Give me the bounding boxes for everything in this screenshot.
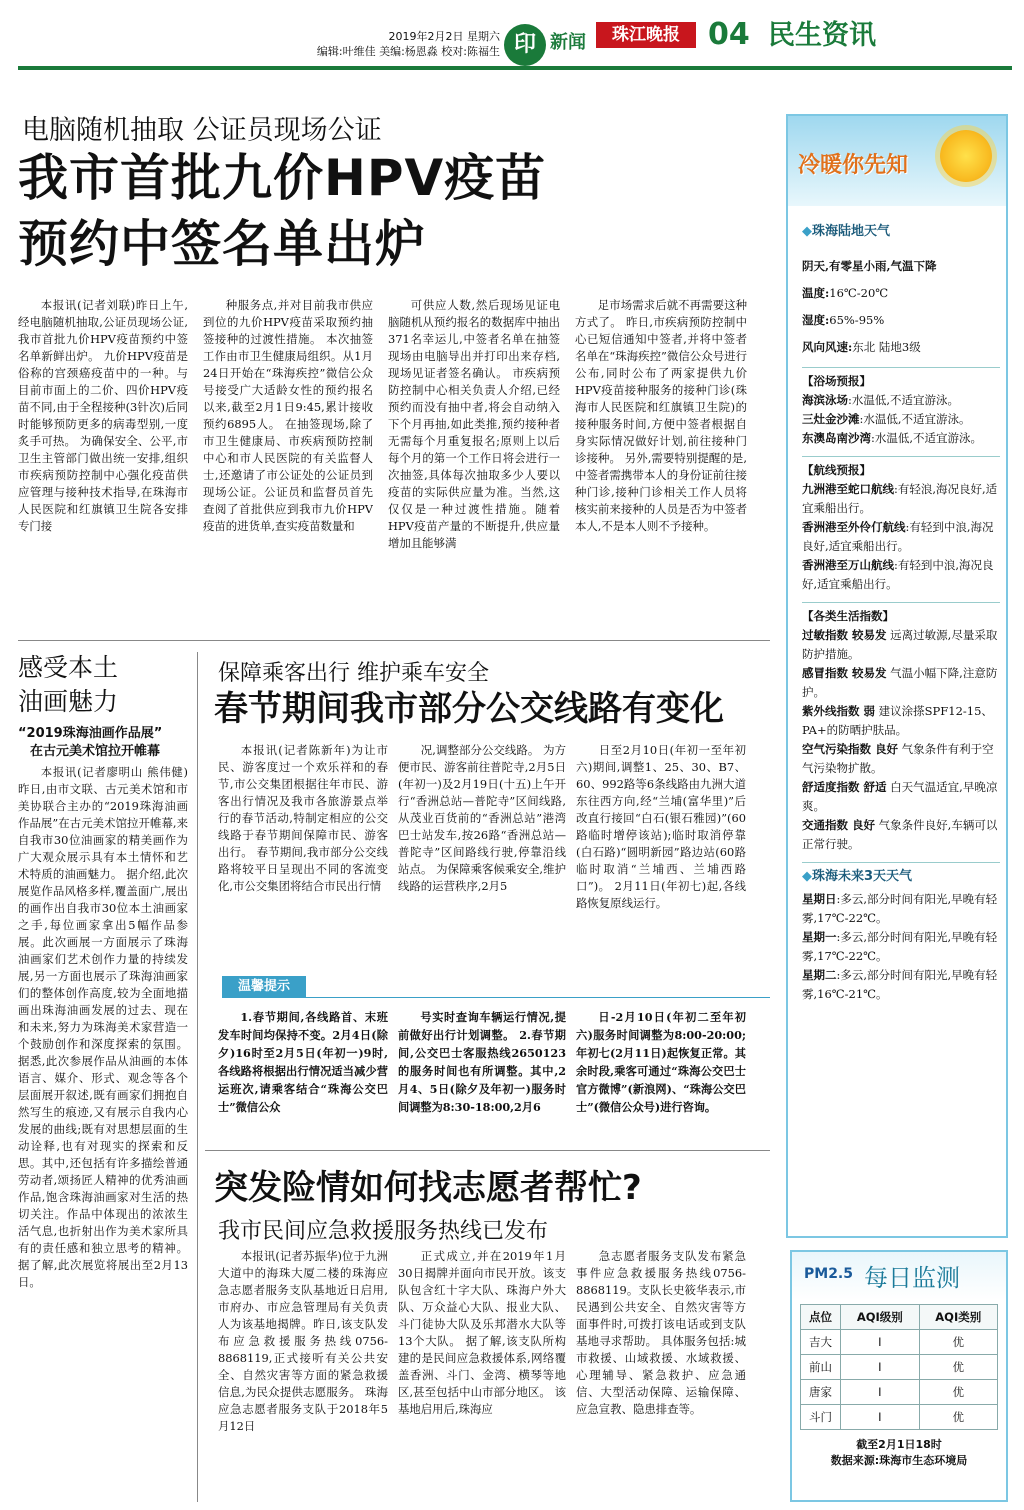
pm25-header: 点位: [801, 1305, 841, 1330]
table-row: 吉大 Ⅰ 优: [801, 1330, 998, 1355]
future-item: 星期二:多云,部分时间有阳光,早晚有轻雾,16℃-21℃。: [802, 968, 998, 1001]
tip-col1: 1.春节期间,各线路首、末班发车时间均保持不变。2月4日(除夕)16时至2月5日(年初一)9时,各线路将根据出行情况适当减少营运班次,请乘客结合“珠海公交巴士”微信公众: [218, 1010, 388, 1114]
article3-col3: 日至2月10日(年初一至年初六)期间,调整1、25、30、B7、60、992路等6条线路由九洲大道东往西方向,经“兰埔(富华里)”后改直行接回“白石(银石雅园)”(60路临时增停该站);临时取消停靠(白石路)“圆明新园”路边站(60路临时取消“兰埔西、兰埔西路口”)。 2月11日(年初七)起,各线路恢复原线运行。: [576, 743, 746, 910]
humidity: 湿度:65%-95%: [802, 313, 885, 327]
index-item: 过敏指数 较易发 远离过敏源,尽量采取防护措施。: [802, 628, 998, 661]
article1-title-line2: 预约中签名单出炉: [18, 215, 426, 273]
future-weather-title: ◆珠海未来3天天气: [802, 869, 913, 884]
pm25-table: [800, 1304, 998, 1430]
article1-title-line1: 我市首批九价HPV疫苗: [18, 149, 547, 207]
beach-item: 三灶金沙滩:水温低,不适宜游泳。: [802, 412, 971, 426]
article2-title-line1: 感受本土: [18, 653, 119, 682]
temperature: 温度:16℃-20℃: [802, 286, 889, 300]
issue-date: 2019年2月2日 星期六: [388, 30, 500, 43]
editor-credits: 编辑:叶维佳 美编:杨恩淼 校对:陈福生: [316, 45, 500, 58]
article4-col2: 正式成立,并在2019年1月30日揭牌并面向市民开放。该支队包含红十字大队、珠海户外大队、万众益心大队、报业大队、斗门徒协大队及乐邦潜水大队等13个大队。 据了解,该支队所构建的是民间应急救援体系,网络覆盖香洲、斗门、金湾、横琴等地区,甚至包括中山市部分地区。 该基地启用后,珠海应: [398, 1249, 566, 1416]
pm25-header: AQI级别: [841, 1305, 919, 1330]
article3-col2: 况,调整部分公交线路。 为方便市民、游客前往普陀寺,2月5日(年初一)及2月19日(十五)上午开行“香洲总站—普陀寺”区间线路,从茂业百货前的“香洲总站”港湾巴士站发车,按26路“香洲总站—普陀寺”区间路线行驶,停靠沿线站点。 为保障乘客候乘安全,维护线路的运营秩序,2月5: [398, 743, 566, 893]
beach-item: 海滨泳场:水温低,不适宜游泳。: [802, 393, 960, 407]
pm25-panel: [790, 1250, 1008, 1502]
wind: 风向风速:东北 陆地3级: [802, 340, 921, 354]
divider: [205, 1150, 770, 1151]
article2-sub-line2: 在古元美术馆拉开帷幕: [30, 744, 161, 759]
article4-col1: 本报讯(记者苏振华)位于九洲大道中的海珠大厦二楼的珠海应急志愿者服务支队基地近日启用,市府办、市应急管理局有关负责人为该基地揭牌。昨日,该支队发布应急救援服务热线0756-8868119,正式接听有关公共安全、自然灾害等方面的紧急救援信息,为民众提供志愿服务。 珠海应急志愿者服务支队于2018年5月12日: [218, 1249, 388, 1433]
ferry-title: 【航线预报】: [802, 463, 871, 477]
table-row: 前山 Ⅰ 优: [801, 1355, 998, 1380]
sun-icon: [940, 130, 992, 182]
article1-kicker: 电脑随机抽取 公证员现场公证: [22, 115, 382, 146]
article4-subtitle: 我市民间应急救援服务热线已发布: [218, 1219, 549, 1244]
article1-col4: 足市场需求后就不再需要这种方式了。 昨日,市疾病预防控制中心已短信通知中签者,并将中签者名单在“珠海疾控”微信公众号进行公布,同时公布了两家提供九价HPV疫苗接种服务的接种门诊(珠海市人民医院和红旗镇卫生院)的接种服务时间,方便中签者根据自身实际情况做好计划,前往接种门诊接种。 另外,需要特别提醒的是,中签者需携带本人的身份证前往接种门诊,接种门诊相关工作人员将核实前来接种的人员是否为中签者本人,不是本人则不予接种。: [575, 298, 747, 533]
page-number: 04: [708, 17, 750, 52]
tip-label: 温馨提示: [222, 976, 306, 998]
diamond-icon: ◆: [802, 224, 812, 239]
divider: [197, 652, 198, 1502]
table-row: 斗门 Ⅰ 优: [801, 1405, 998, 1430]
pm25-source: 数据来源:珠海市生态环境局: [830, 1454, 968, 1467]
tip-col2: 号实时查询车辆运行情况,提前做好出行计划调整。 2.春节期间,公交巴士客服热线2650123的服务时间也有所调整。其中,2月4、5日(除夕及年初一)服务时间调整为8:30-18:00,2月6: [398, 1010, 566, 1114]
weather-banner-title: 冷暖你先知: [798, 153, 909, 178]
header-rule: [18, 66, 1012, 70]
ferry-item: 九洲港至蛇口航线:有轻浪,海况良好,适宜乘船出行。: [802, 482, 998, 515]
index-item: 交通指数 良好 气象条件良好,车辆可以正常行驶。: [802, 818, 998, 851]
article3-kicker: 保障乘客出行 维护乘车安全: [218, 661, 489, 686]
table-row: 唐家 Ⅰ 优: [801, 1380, 998, 1405]
pm25-deadline: 截至2月1日18时: [856, 1438, 942, 1451]
index-title: 【各类生活指数】: [802, 609, 894, 623]
pm25-title: 每日监测: [864, 1264, 960, 1292]
article1-col3: 可供应人数,然后现场见证电脑随机从预约报名的数据库中抽出371名幸运儿,中签者名单在抽签现场由电脑导出并打印出来存档,现场见证者签名确认。 市疾病预防控制中心相关负责人介绍,已经预约而没有抽中者,将会自动纳入下个月再抽,如此类推,预约接种者无需每个月重复报名;原则上以后每个月的第一个工作日将会进行一次抽签,具体每次抽取多少人要以疫苗的实际供应量为准。当然,这仅仅是一种过渡性措施。随着HPV疫苗产量的不断提升,供应量增加且能够满: [388, 298, 560, 550]
article2-body: 本报讯(记者廖明山 熊伟健)昨日,由市文联、古元美术馆和市美协联合主办的“2019珠海油画作品展”在古元美术馆拉开帷幕,来自我市30位油画家的精美画作为广大观众展示具有本土情怀和艺术特质的油画魅力。 据介绍,此次展览作品风格多样,覆盖面广,展出的画作出自我市30位本土油画家之手,每位画家拿出5幅作品参展。此次画展一方面展示了珠海油画家们艺术创作力量的持续发展,另一方面也展示了珠海油画家们的整体创作高度,较为全面地描画出珠海油画发展的过去、现在和未来,努力为珠海美术家营造一个鼓励创作和深度探索的氛围。 据悉,此次参展作品从油画的本体语言、媒介、形式、观念等各个层面展开叙述,既有画家们拥抱自然写生的痕迹,又有展示自我内心发展的曲线;既有对思想层面的生动诠释,也有对现实的探索和反思。其中,还包括有许多描绘普通劳动者,颂扬匠人精神的优秀油画作品,饱含珠海油画家对生活的热切关注。作品中体现出的浓浓生活气息,也折射出作为美术家所具有的责任感和独立思考的精神。 据了解,此次展览将展出至2月13日。: [18, 765, 188, 1289]
land-weather-title: ◆珠海陆地天气: [802, 224, 891, 239]
section-title: 民生资讯: [768, 20, 876, 51]
index-item: 空气污染指数 良好 气象条件有利于空气污染物扩散。: [802, 742, 994, 775]
article1-col1: 本报讯(记者刘联)昨日上午,经电脑随机抽取,公证员现场公证,我市首批九价HPV疫苗预约中签名单新鲜出炉。 九价HPV疫苗是俗称的宫颈癌疫苗中的一种。与目前市面上的二价、四价HPV疫苗不同,由于全程接种(3针次)后同时能够预防更多的病毒型别,一度炙手可热。 为确保安全、公平,市卫生主管部门做出统一安排,组织市疾病预防控制中心强化疫苗供应管理与接种技术指导,在珠海市人民医院和红旗镇卫生院各安排专门接: [18, 298, 188, 533]
beach-title: 【浴场预报】: [802, 374, 871, 388]
index-item: 感冒指数 较易发 气温小幅下降,注意防护。: [802, 666, 998, 699]
article4-col3: 急志愿者服务支队发布紧急事件应急救援服务热线0756-8868119。支队长史筱华表示,市民遇到公共安全、自然灾害等方面事件时,可拨打该电话或到支队基地寻求帮助。 具体服务包括:城市救援、山域救援、水域救援、心理辅导、紧急救护、应急通信、大型活动保障、运输保障、应急宣教、隐患排查等。: [576, 1249, 746, 1416]
tip-rule: [222, 997, 770, 998]
pm25-header: AQI类别: [919, 1305, 997, 1330]
index-item: 舒适度指数 舒适 白天气温适宜,早晚凉爽。: [802, 780, 998, 813]
article4-title: 突发险情如何找志愿者帮忙?: [214, 1168, 642, 1208]
paper-name: 珠江晚报: [596, 22, 696, 48]
beach-item: 东澳岛南沙湾:水温低,不适宜游泳。: [802, 431, 983, 445]
paper-logo-mark: 印: [504, 24, 546, 66]
ferry-item: 香洲港至外伶仃航线:有轻到中浪,海况良好,适宜乘船出行。: [802, 520, 994, 553]
article2-title-line2: 油画魅力: [18, 687, 119, 716]
news-logo-text: 新闻: [550, 32, 586, 53]
weather-content: [802, 222, 1000, 1232]
weather-summary: 阴天,有零星小雨,气温下降: [802, 259, 937, 273]
future-item: 星期日:多云,部分时间有阳光,早晚有轻雾,17℃-22℃。: [802, 892, 998, 925]
article2-sub-line1: “2019珠海油画作品展”: [18, 726, 163, 741]
article3-col1: 本报讯(记者陈新年)为让市民、游客度过一个欢乐祥和的春节,市公交集团根据往年市民、游客出行情况及我市各旅游景点举行的春节活动,特制定相应的公交线路于春节期间保障市民、游客出行。 春节期间,我市部分公交线路将较平日呈现出不同的客流变化,市公交集团将结合市民出行情: [218, 743, 388, 893]
divider: [18, 640, 770, 641]
diamond-icon: ◆: [802, 869, 812, 884]
future-item: 星期一:多云,部分时间有阳光,早晚有轻雾,17℃-22℃。: [802, 930, 998, 963]
tip-col3: 日-2月10日(年初二至年初六)服务时间调整为8:00-20:00;年初七(2月11日)起恢复正常。其余时段,乘客可通过“珠海公交巴士官方微博”(新浪网)、“珠海公交巴士”(微信公众号)进行咨询。: [576, 1010, 746, 1114]
index-item: 紫外线指数 弱 建议涂搽SPF12-15、PA+的防晒护肤品。: [802, 704, 993, 737]
article3-title: 春节期间我市部分公交线路有变化: [214, 689, 724, 729]
ferry-item: 香洲港至万山航线:有轻到中浪,海况良好,适宜乘船出行。: [802, 558, 994, 591]
pm25-label: PM2.5: [804, 1266, 853, 1282]
article1-col2: 种服务点,并对目前我市供应到位的九价HPV疫苗采取预约抽签接种的过渡性措施。 本次抽签工作由市卫生健康局组织。从1月24日开始在“珠海疾控”微信公众号接受广大适龄女性的预约报名以来,截至2月1日9:45,累计接收预约6895人。 在抽签现场,除了市卫生健康局、市疾病预防控制中心和市人民医院的有关监督人士,还邀请了市公证处的公证员到现场公证。公证员和监督员首先查阅了首批供应到我市九价HPV疫苗的进货单,查实疫苗数量和: [203, 298, 373, 533]
